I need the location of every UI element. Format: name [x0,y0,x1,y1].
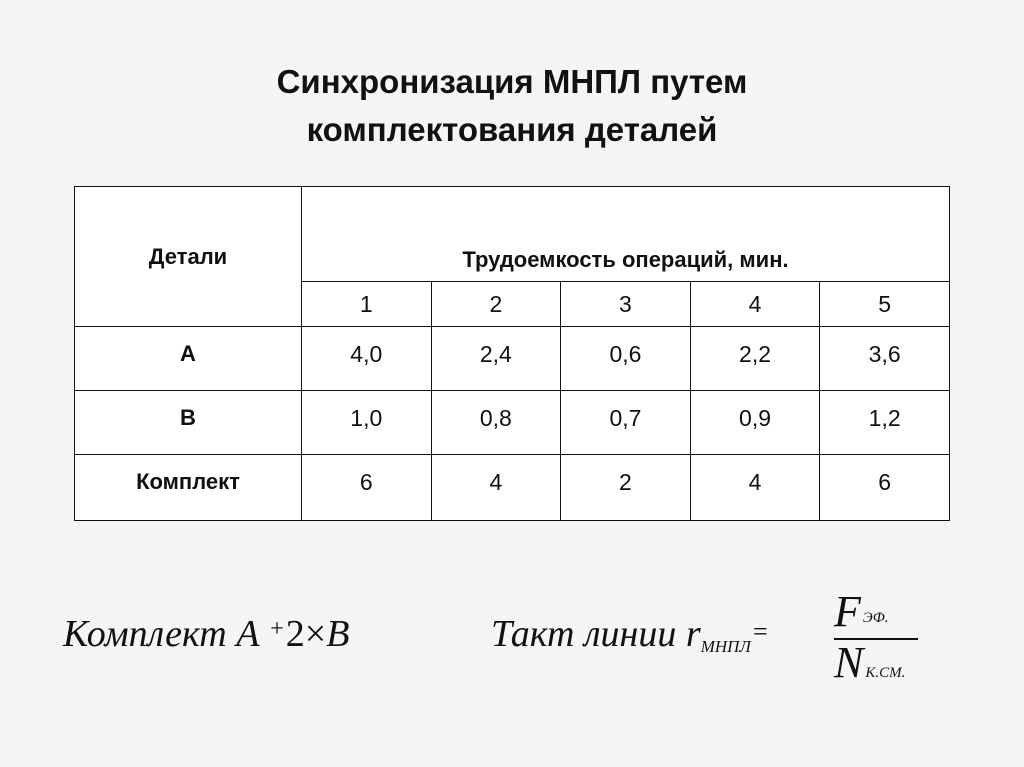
table-cell: 4,0 [302,327,432,391]
title-line-1: Синхронизация МНПЛ путем [276,63,748,100]
kit-part-a: A [236,613,259,655]
effective-fund-symbol: F [834,587,861,636]
details-header: Детали [75,187,302,327]
kit-part-b: B [326,613,350,655]
operation-header-1: 1 [302,282,432,327]
takt-subscript: МНПЛ [700,637,751,656]
slide-title [0,58,1024,154]
labor-intensity-table [74,186,950,521]
title-line-2: комплектования деталей [306,111,718,148]
table-cell: 1,2 [820,391,950,455]
table-cell: 4 [690,455,820,521]
operation-header-2: 2 [431,282,561,327]
operations-group-header: Трудоемкость операций, мин. [302,187,950,282]
table-cell: 1,0 [302,391,432,455]
fraction-numerator [834,587,918,638]
kit-multiplier: 2 [285,613,305,655]
table-row [75,327,950,391]
effective-fund-subscript: ЭФ. [862,610,889,626]
times-sign: × [304,613,327,655]
kit-count-subscript: К.СМ. [865,665,906,681]
takt-fraction [834,587,918,696]
table-cell: 0,8 [431,391,561,455]
plus-sign: + [270,616,284,642]
table-cell: 2 [561,455,691,521]
fraction-denominator [834,640,918,696]
equals-sign: = [752,617,768,646]
kit-word: Комплект [63,613,227,655]
operation-header-3: 3 [561,282,691,327]
row-label-kit: Комплект [75,455,302,521]
table-row [75,455,950,521]
table-cell: 4 [431,455,561,521]
kit-count-symbol: N [834,638,864,687]
table-cell: 3,6 [820,327,950,391]
table-cell: 0,6 [561,327,691,391]
table-cell: 6 [302,455,432,521]
table-cell: 2,4 [431,327,561,391]
table-cell: 0,7 [561,391,691,455]
row-label-a: А [75,327,302,391]
operation-header-5: 5 [820,282,950,327]
operation-header-4: 4 [690,282,820,327]
row-label-b: В [75,391,302,455]
takt-label: Такт линии [491,613,677,655]
table-cell: 6 [820,455,950,521]
takt-symbol: r [685,613,701,655]
kit-formula [63,612,349,656]
table-cell: 0,9 [690,391,820,455]
table-row [75,391,950,455]
takt-formula [491,612,770,657]
table-cell: 2,2 [690,327,820,391]
